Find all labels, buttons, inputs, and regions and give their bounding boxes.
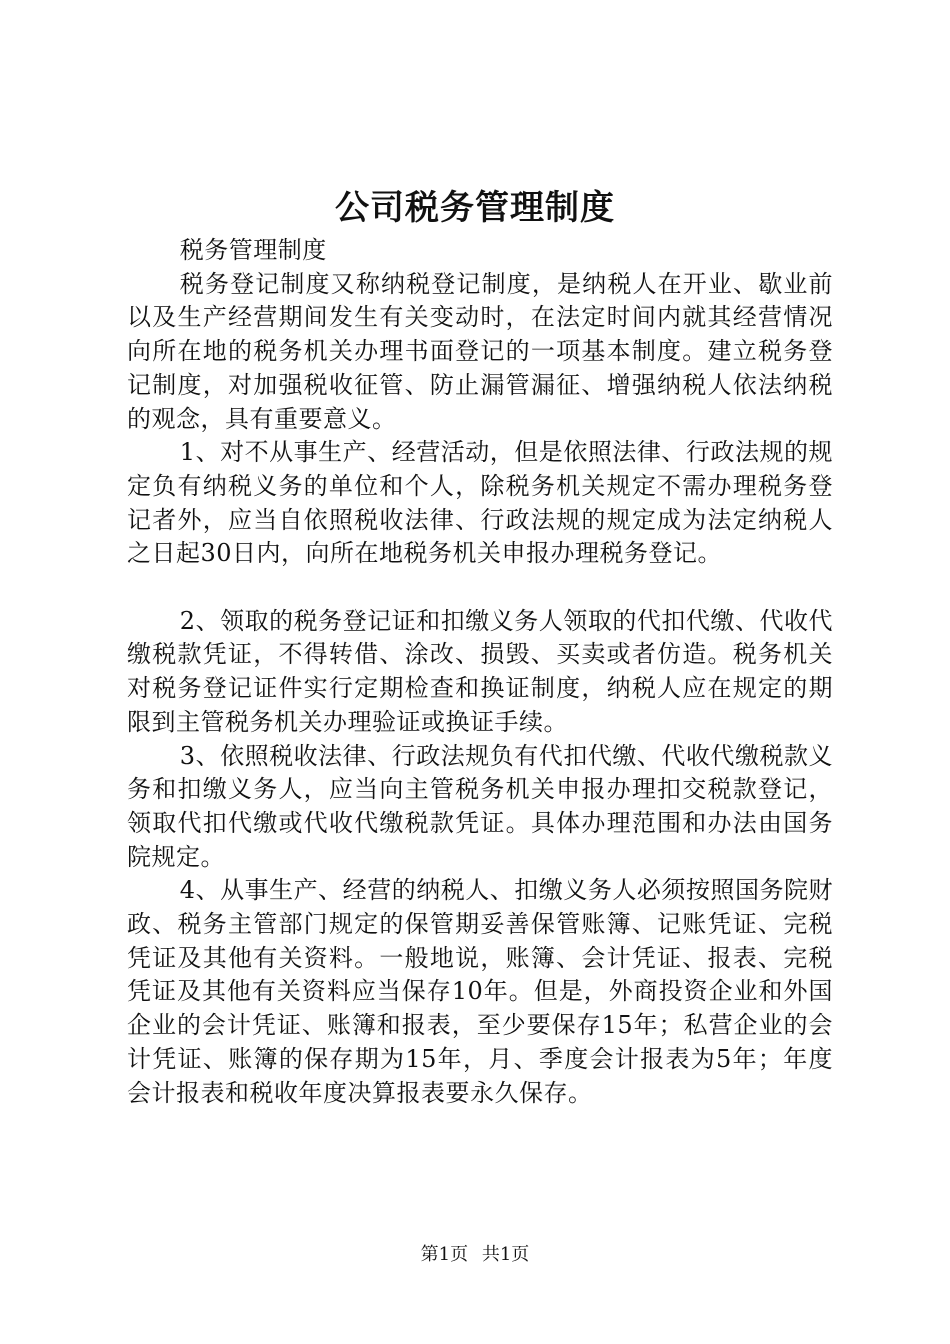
paragraph-item-1: 1、对不从事生产、经营活动，但是依照法律、行政法规的规定负有纳税义务的单位和个人，除税务机关规定不需办理税务登记者外，应当自依照税收法律、行政法规的规定成为法定纳税人之日起30日内，向所在地税务机关申报办理税务登记。 [127,438,833,568]
paragraph-item-2: 2、领取的税务登记证和扣缴义务人领取的代扣代缴、代收代缴税款凭证，不得转借、涂改、损毁、买卖或者仿造。税务机关对税务登记证件实行定期检查和换证制度，纳税人应在规定的期限到主管税务机关办理验证或换证手续。 [127,606,833,736]
document-body [127,234,833,1110]
page-number-current: 第1页 [420,1244,469,1265]
document-subtitle: 税务管理制度 [179,236,327,264]
paragraph-intro: 税务登记制度又称纳税登记制度，是纳税人在开业、歇业前以及生产经营期间发生有关变动时，在法定时间内就其经营情况向所在地的税务机关办理书面登记的一项基本制度。建立税务登记制度，对加强税收征管、防止漏管漏征、增强纳税人依法纳税的观念，具有重要意义。 [127,269,833,433]
page-number-total: 共1页 [481,1244,530,1265]
paragraph-item-3: 3、依照税收法律、行政法规负有代扣代缴、代收代缴税款义务和扣缴义务人，应当向主管税务机关申报办理扣交税款登记，领取代扣代缴或代收代缴税款凭证。具体办理范围和办法由国务院规定。 [127,741,833,871]
document-title: 公司税务管理制度 [335,188,615,228]
paragraph-item-4: 4、从事生产、经营的纳税人、扣缴义务人必须按照国务院财政、税务主管部门规定的保管期妥善保管账簿、记账凭证、完税凭证及其他有关资料。一般地说，账簿、会计凭证、报表、完税凭证及其他有关资料应当保存10年。但是，外商投资企业和外国企业的会计凭证、账簿和报表，至少要保存15年；私营企业的会计凭证、账簿的保存期为15年，月、季度会计报表为5年；年度会计报表和税收年度决算报表要永久保存。 [127,876,833,1107]
page-footer [0,1242,950,1268]
